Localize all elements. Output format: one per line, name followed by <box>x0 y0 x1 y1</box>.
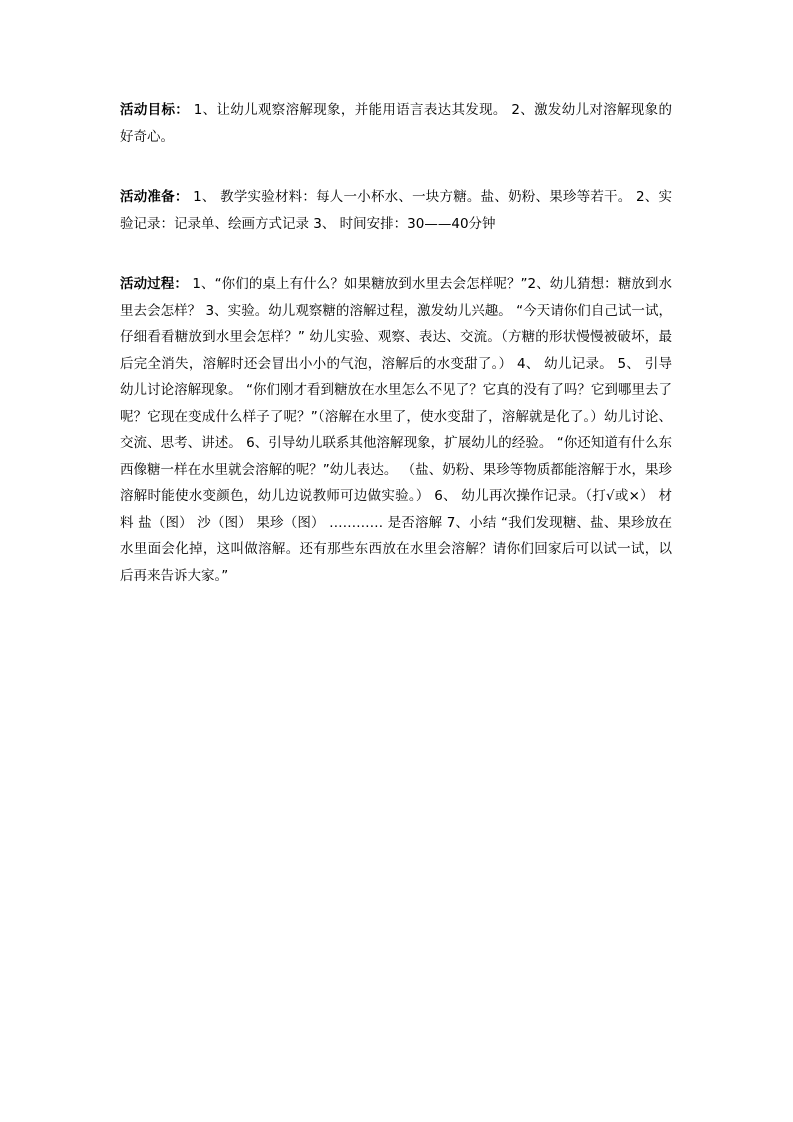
activity-preparation-heading: 活动准备： <box>120 189 189 205</box>
activity-goal-heading: 活动目标： <box>120 102 190 118</box>
activity-process-paragraph <box>120 271 672 589</box>
activity-process-text: 1、“你们的桌上有什么？如果糖放到水里去会怎样呢？”2、幼儿猜想：糖放到水里去会怎样？ 3、实验。幼儿观察糖的溶解过程，激发幼儿兴趣。 “今天请你们自己试一试，仔细看看糖放到水里会怎样？” 幼儿实验、观察、表达、交流。（方糖的形状慢慢被破坏，最后完全消失，溶解时还会冒出小小的气泡，溶解后的水变甜了。） 4、 幼儿记录。 5、 引导幼儿讨论溶解现象。 “你们刚才看到糖放在水里怎么不见了？它真的没有了吗？它到哪里去了呢？它现在变成什么样子了呢？”（溶解在水里了，使水变甜了，溶解就是化了。）幼儿讨论、交流、思考、讲述。 6、引导幼儿联系其他溶解现象，扩展幼儿的经验。 “你还知道有什么东西像糖一样在水里就会溶解的呢？”幼儿表达。 （盐、奶粉、果珍等物质都能溶解于水，果珍溶解时能使水变颜色，幼儿边说教师可边做实验。） 6、 幼儿再次操作记录。（打√或×） 材料 盐（图） 沙（图） 果珍（图） ………… 是否溶解 7、小结 “我们发现糖、盐、果珍放在水里面会化掉，这叫做溶解。还有那些东西放在水里会溶解？请你们回家后可以试一试，以后再来告诉大家。” <box>120 276 672 584</box>
activity-process-heading: 活动过程： <box>120 276 188 292</box>
activity-preparation-paragraph <box>120 184 672 237</box>
activity-goal-text: 1、让幼儿观察溶解现象，并能用语言表达其发现。 2、激发幼儿对溶解现象的好奇心。 <box>120 102 673 145</box>
activity-goal-paragraph <box>120 97 672 150</box>
activity-preparation-text: 1、 教学实验材料：每人一小杯水、一块方糖。盐、奶粉、果珍等若干。 2、实验记录：记录单、绘画方式记录 3、 时间安排：30——40分钟 <box>120 189 673 232</box>
